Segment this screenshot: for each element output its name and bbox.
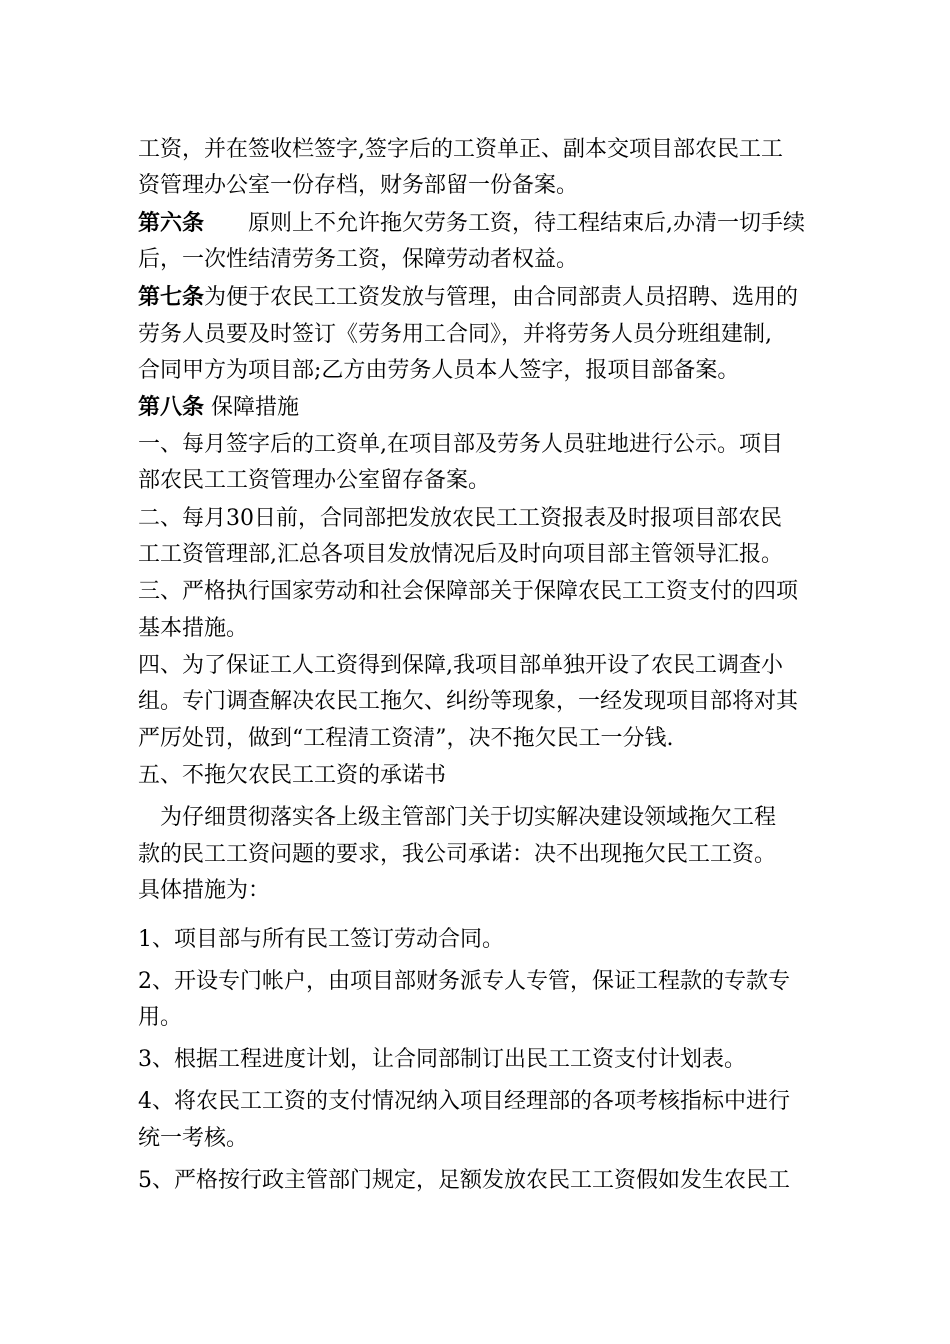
text-line: 四、为了保证工人工资得到保障,我项目部单独开设了农民工调查小: [138, 653, 783, 678]
text-line: 工资，并在签收栏签字,签字后的工资单正、副本交项目部农民工工: [138, 137, 783, 162]
text-line: 部农民工工资管理办公室留存备案。: [138, 468, 491, 493]
text-line: 款的民工工资问题的要求，我公司承诺：决不出现拖欠民工工资。: [138, 842, 777, 867]
text-line: 资管理办公室一份存档，财务部留一份备案。: [138, 173, 579, 198]
text-line: 基本措施。: [138, 616, 249, 641]
article-heading: 第七条: [138, 285, 205, 310]
text-line: 为仔细贯彻落实各上级主管部门关于切实解决建设领域拖欠工程: [138, 805, 777, 830]
article-heading: 第八条: [138, 395, 205, 420]
text-line: 严厉处罚，做到“工程清工资清”，决不拖欠民工一分钱.: [138, 726, 674, 751]
list-item: 1、项目部与所有民工签订劳动合同。: [138, 927, 504, 952]
list-item: 5、严格按行政主管部门规定，足额发放农民工工资假如发生农民工: [138, 1168, 790, 1193]
text-line: 后，一次性结清劳务工资，保障劳动者权益。: [138, 247, 579, 272]
text-line: 二、每月30日前，合同部把发放农民工工资报表及时报项目部农民: [138, 506, 782, 531]
text-line: 五、不拖欠农民工工资的承诺书: [138, 763, 447, 788]
text-line: 组。专门调查解决农民工拖欠、纠纷等现象，一经发现项目部将对其: [138, 689, 799, 714]
list-item: 2、开设专门帐户，由项目部财务派专人专管，保证工程款的专款专: [138, 969, 790, 994]
list-item: 4、将农民工工资的支付情况纳入项目经理部的各项考核指标中进行: [138, 1089, 790, 1114]
text-line: 一、每月签字后的工资单,在项目部及劳务人员驻地进行公示。项目: [138, 432, 783, 457]
list-item: 3、根据工程进度计划，让合同部制订出民工工资支付计划表。: [138, 1047, 746, 1072]
article-8-line: 第八条 保障措施: [138, 395, 300, 420]
article-6-line: 第六条 原则上不允许拖欠劳务工资，待工程结束后,办清一切手续: [138, 211, 806, 236]
text-line: 用。: [138, 1005, 183, 1030]
article-heading: 第六条: [138, 211, 205, 236]
text-line: 具体措施为：: [138, 878, 271, 903]
text-line: 工工资管理部,汇总各项目发放情况后及时向项目部主管领导汇报。: [138, 542, 783, 567]
text-line: 合同甲方为项目部;乙方由劳务人员本人签字，报项目部备案。: [138, 358, 740, 383]
text-line: 劳务人员要及时签订《劳务用工合同》，并将劳务人员分班组建制,: [138, 322, 772, 347]
article-7-line: 第七条为便于农民工工资发放与管理，由合同部责人员招聘、选用的: [138, 285, 799, 310]
text-line: 统一考核。: [138, 1126, 249, 1151]
text-line: 三、严格执行国家劳动和社会保障部关于保障农民工工资支付的四项: [138, 579, 799, 604]
